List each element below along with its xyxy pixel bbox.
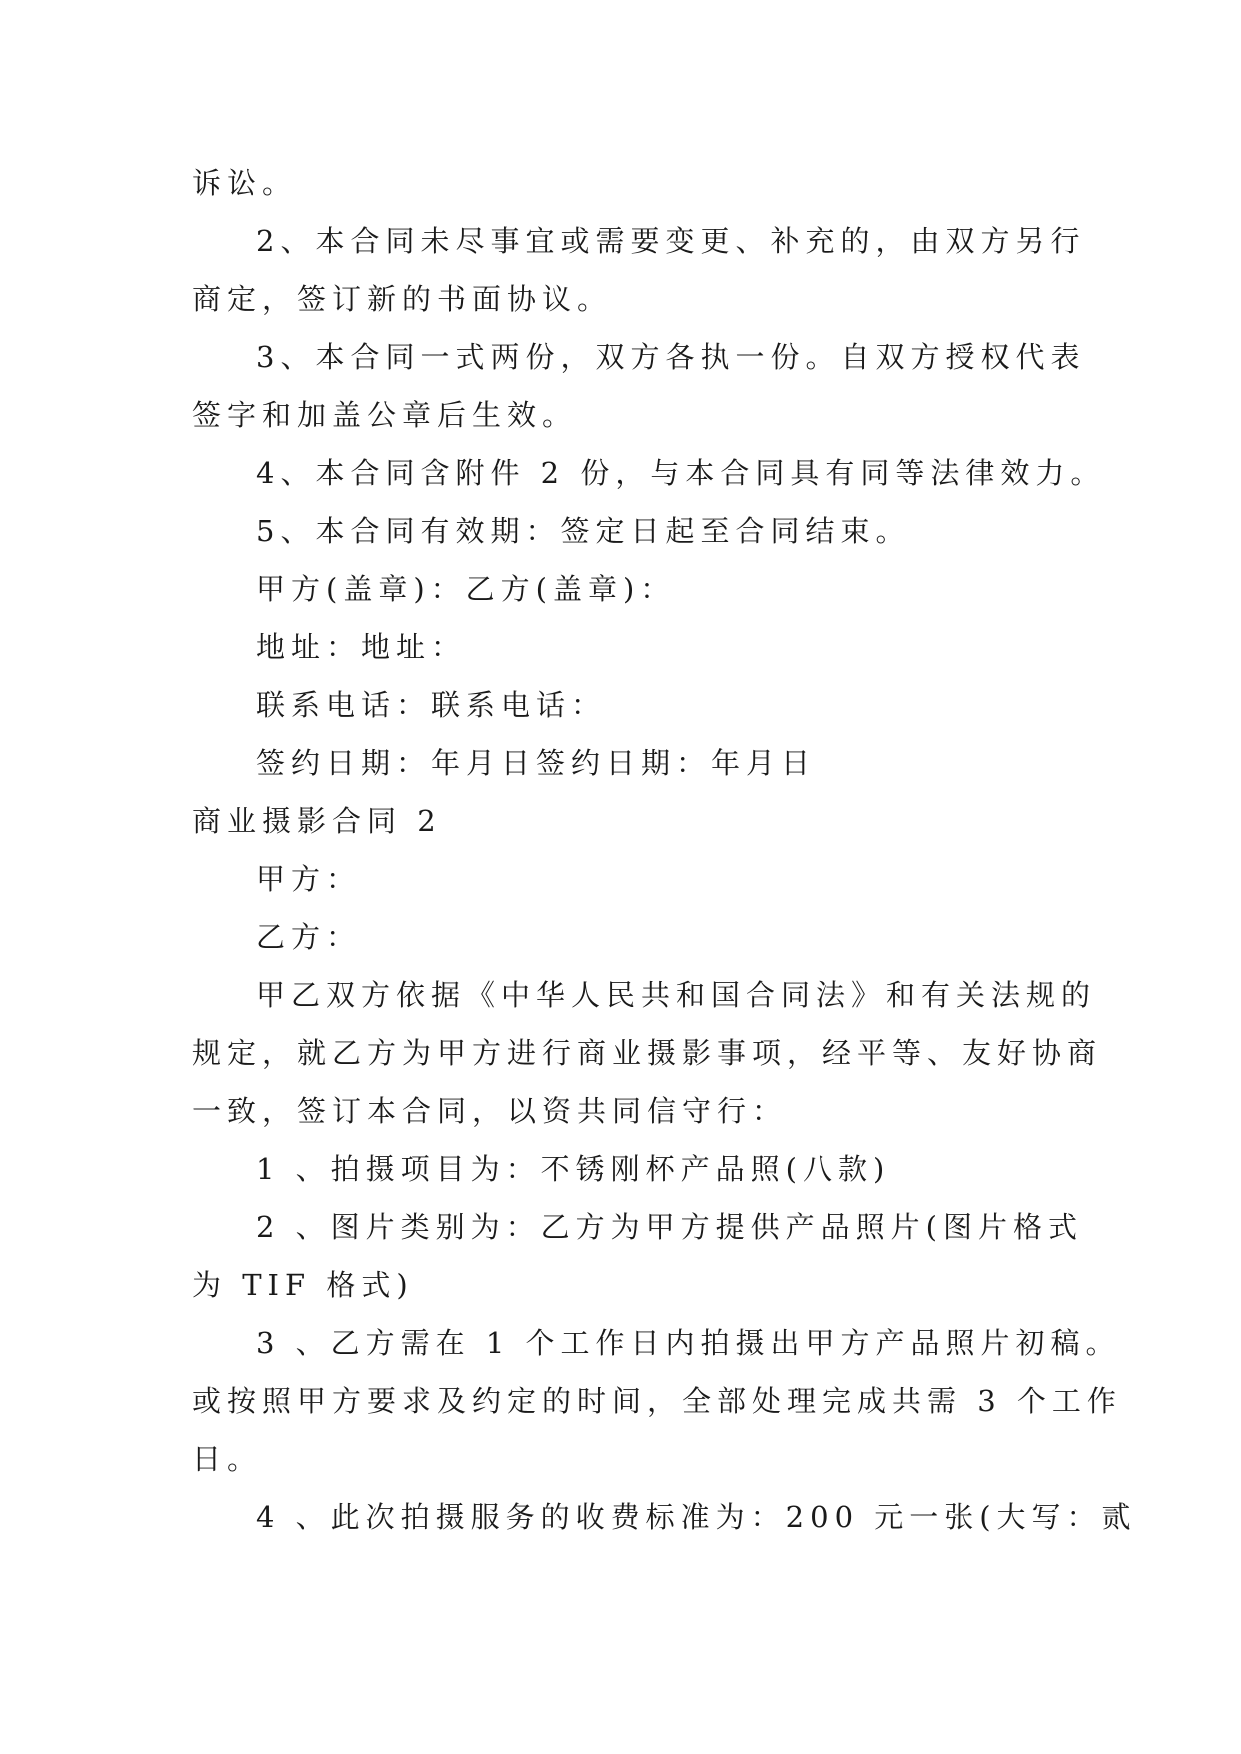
text-line: 甲方(盖章)：乙方(盖章)：: [256, 572, 676, 606]
text-line: 乙方：: [256, 920, 362, 954]
text-line: 3、本合同一式两份，双方各执一份。自双方授权代表: [256, 340, 1086, 374]
text-line: 1 、拍摄项目为：不锈刚杯产品照(八款): [256, 1152, 891, 1186]
section-heading: 商业摄影合同 2: [192, 804, 442, 838]
text-line: 甲方：: [256, 862, 362, 896]
text-line: 规定，就乙方为甲方进行商业摄影事项，经平等、友好协商: [192, 1036, 1103, 1070]
text-line: 商定，签订新的书面协议。: [192, 282, 613, 316]
text-line: 为 TIF 格式): [192, 1268, 414, 1302]
text-line: 签字和加盖公章后生效。: [192, 398, 578, 432]
text-line: 4 、此次拍摄服务的收费标准为：200 元一张(大写：贰: [256, 1500, 1137, 1534]
text-line: 甲乙双方依据《中华人民共和国合同法》和有关法规的: [256, 978, 1097, 1012]
text-line: 联系电话：联系电话：: [256, 688, 607, 722]
text-line: 或按照甲方要求及约定的时间，全部处理完成共需 3 个工作: [192, 1384, 1122, 1418]
text-line: 日。: [192, 1442, 263, 1476]
text-line: 5、本合同有效期：签定日起至合同结束。: [256, 514, 911, 548]
text-line: 诉讼。: [192, 166, 298, 200]
text-line: 4、本合同含附件 2 份，与本合同具有同等法律效力。: [256, 456, 1106, 490]
text-line: 地址：地址：: [256, 630, 467, 664]
text-line: 2、本合同未尽事宜或需要变更、补充的，由双方另行: [256, 224, 1086, 258]
text-line: 签约日期：年月日签约日期：年月日: [256, 746, 817, 780]
text-line: 3 、乙方需在 1 个工作日内拍摄出甲方产品照片初稿。: [256, 1326, 1121, 1360]
text-line: 一致，签订本合同，以资共同信守行：: [192, 1094, 788, 1128]
text-line: 2 、图片类别为：乙方为甲方提供产品照片(图片格式: [256, 1210, 1083, 1244]
